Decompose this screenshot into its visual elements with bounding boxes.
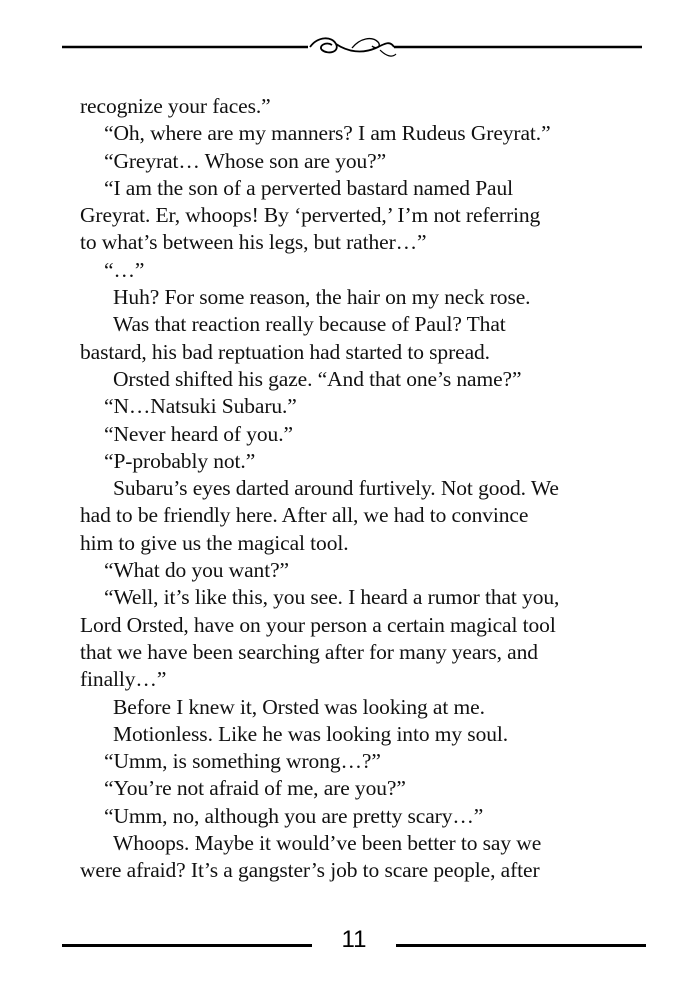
- text-line: “N…Natsuki Subaru.”: [104, 394, 297, 419]
- text-line: Greyrat. Er, whoops! By ‘perverted,’ I’m not referring: [80, 203, 541, 228]
- text-line: Orsted shifted his gaze. “And that one’s name?”: [113, 366, 522, 391]
- text-line: were afraid? It’s a gangster’s job to scare people, after: [80, 858, 540, 883]
- text-line: “Umm, no, although you are pretty scary…”: [104, 803, 484, 828]
- footer-rule-right: [396, 944, 646, 947]
- body-text: [80, 93, 640, 885]
- text-line: Motionless. Like he was looking into my soul.: [113, 721, 509, 746]
- text-line: “Umm, is something wrong…?”: [104, 749, 381, 774]
- text-line: “Well, it’s like this, you see. I heard a rumor that you,: [104, 585, 560, 610]
- text-line: “What do you want?”: [104, 558, 289, 583]
- text-line: Before I knew it, Orsted was looking at me.: [113, 694, 485, 719]
- text-line: “…”: [104, 257, 145, 282]
- footer-rule-left: [62, 944, 312, 947]
- text-line: “Never heard of you.”: [104, 421, 293, 446]
- text-line: had to be friendly here. After all, we had to convince: [80, 503, 529, 528]
- text-line: that we have been searching after for many years, and: [80, 639, 538, 664]
- text-line: Was that reaction really because of Paul? That: [113, 312, 506, 337]
- text-line: “Oh, where are my manners? I am Rudeus Greyrat.”: [104, 121, 551, 146]
- header-ornament: [0, 28, 700, 68]
- text-line: recognize your faces.”: [80, 94, 271, 118]
- text-line: “You’re not afraid of me, are you?”: [104, 776, 406, 801]
- text-line: him to give us the magical tool.: [80, 530, 349, 555]
- page-number: 11: [341, 926, 367, 953]
- text-line: bastard, his bad reptuation had started to spread.: [80, 339, 490, 364]
- text-line: “Greyrat… Whose son are you?”: [104, 148, 387, 173]
- text-line: “P-probably not.”: [104, 448, 256, 473]
- text-line: Subaru’s eyes darted around furtively. Not good. We: [113, 476, 559, 501]
- text-line: finally…”: [80, 667, 167, 692]
- text-line: to what’s between his legs, but rather…”: [80, 230, 427, 255]
- text-line: Huh? For some reason, the hair on my neck rose.: [113, 285, 531, 310]
- text-line: Whoops. Maybe it would’ve been better to say we: [113, 831, 542, 856]
- text-line: “I am the son of a perverted bastard named Paul: [104, 175, 514, 200]
- text-line: Lord Orsted, have on your person a certain magical tool: [80, 612, 556, 637]
